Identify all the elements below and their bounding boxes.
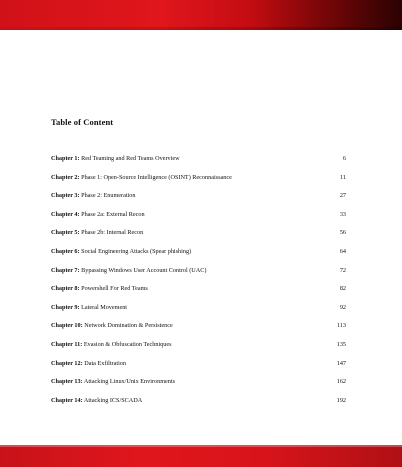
chapter-title: Network Domination & Persistence — [84, 322, 173, 330]
page-number: 192 — [336, 396, 346, 404]
chapter-title: Data Exfiltration — [84, 359, 126, 367]
chapter-title: Powershell For Red Teams — [81, 285, 148, 293]
toc-entry-11 — [51, 338, 361, 357]
page-number: 92 — [339, 303, 346, 311]
chapter-title: Phase 2: Enumeration — [81, 192, 136, 200]
page-number: 147 — [336, 359, 346, 367]
chapter-number: Chapter 8: — [51, 285, 80, 293]
chapter-number: Chapter 1: — [51, 155, 80, 162]
chapter-number: Chapter 3: — [51, 192, 80, 200]
toc-entry-8 — [51, 282, 361, 301]
chapter-number: Chapter 4: — [51, 210, 80, 218]
toc-entry-10 — [51, 319, 361, 338]
page-number: 135 — [336, 340, 346, 348]
toc-entry-1 — [51, 152, 361, 171]
page-number: 56 — [339, 229, 346, 237]
toc-list — [51, 152, 361, 412]
page-number: 113 — [336, 322, 346, 330]
toc-entry-4 — [51, 208, 361, 227]
bottom-footer-band — [0, 445, 402, 467]
chapter-title: Attacking Linux/Unix Environments — [83, 378, 175, 386]
chapter-title: Phase 2b: Internal Recon — [81, 229, 144, 237]
top-header-band — [0, 0, 402, 30]
chapter-number: Chapter 10: — [51, 322, 83, 330]
page-number: 11 — [340, 173, 346, 181]
page-title: Table of Content — [51, 117, 114, 127]
toc-entry-12 — [51, 357, 361, 376]
chapter-number: Chapter 9: — [51, 303, 80, 311]
chapter-title: Red Teaming and Red Teams Overview — [81, 155, 180, 162]
toc-entry-9 — [51, 301, 361, 320]
chapter-number: Chapter 11: — [51, 340, 83, 348]
chapter-number: Chapter 14: — [51, 396, 83, 404]
page-number: 162 — [336, 378, 346, 386]
toc-entry-6 — [51, 245, 361, 264]
chapter-number: Chapter 6: — [51, 247, 80, 255]
toc-entry-14 — [51, 394, 361, 413]
page-number: 82 — [339, 285, 346, 293]
chapter-number: Chapter 12: — [51, 359, 83, 367]
chapter-title: Evasion & Obfuscation Techniques — [83, 340, 172, 348]
page-number: 6 — [342, 155, 346, 162]
chapter-title: Phase 2a: External Recon — [81, 210, 145, 218]
chapter-title: Social Engineering Attacks (Spear phishing) — [81, 247, 192, 255]
toc-entry-3 — [51, 189, 361, 208]
page-number: 64 — [339, 247, 346, 255]
chapter-number: Chapter 13: — [51, 378, 83, 386]
chapter-title: Lateral Movement — [81, 303, 128, 311]
page-number: 33 — [339, 210, 346, 218]
chapter-number: Chapter 5: — [51, 229, 80, 237]
chapter-number: Chapter 7: — [51, 266, 80, 274]
chapter-title: Bypassing Windows User Account Control (UAC) — [81, 266, 207, 274]
page-number: 72 — [339, 266, 346, 274]
toc-entry-7 — [51, 264, 361, 283]
page-number: 27 — [339, 192, 346, 200]
chapter-title: Phase 1: Open-Source Intelligence (OSINT) Reconnaissance — [81, 173, 232, 181]
toc-entry-5 — [51, 226, 361, 245]
toc-entry-13 — [51, 375, 361, 394]
chapter-number: Chapter 2: — [51, 173, 80, 181]
chapter-title: Attacking ICS/SCADA — [83, 396, 143, 404]
toc-entry-2 — [51, 171, 361, 190]
